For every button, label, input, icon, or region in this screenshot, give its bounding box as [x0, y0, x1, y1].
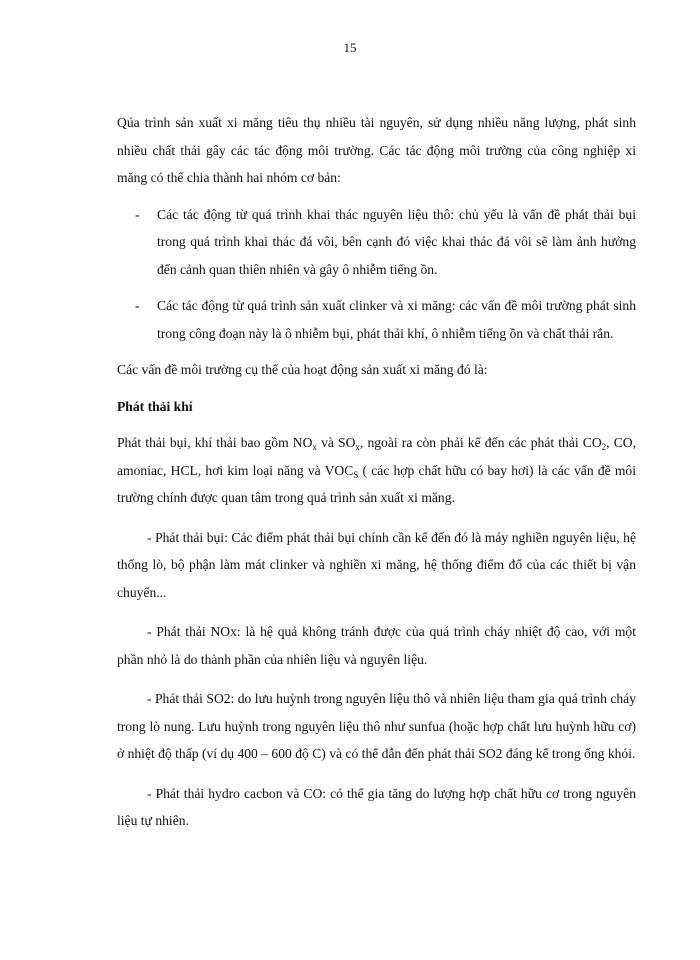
page-number: 15	[343, 40, 357, 55]
hydrocarbon-emission-item: - Phát thải hydro cacbon và CO: có thể gia tăng do lượng hợp chất hữu cơ trong nguyên liệu tự nhiên.	[117, 785, 636, 828]
bullet-text: Các tác động từ quá trình khai thác nguyên liệu thô: chủ yếu là vấn đề phát thải bụi trong quá trình khai thác đá vôi, bên cạnh đó việc khai thác đá vôi sẽ làm ảnh hưởng đến cảnh quan thiên nhiên và gây ô nhiễm tiếng ồn.	[157, 206, 636, 277]
intro-paragraph: Qúa trình sản xuất xi măng tiêu thụ nhiều tài nguyên, sử dụng nhiều năng lượng, phát sinh nhiều chất thải gây các tác động môi trường. Các tác động môi trường của công nghiệp xi măng có thể chia thành hai nhóm cơ bản:	[117, 115, 636, 185]
bullet-dash: -	[135, 206, 140, 222]
issues-intro: Các vấn đề môi trường cụ thể của hoạt động sản xuất xi măng đó là:	[117, 362, 488, 377]
emissions-paragraph: Phát thải bụi, khí thải bao gồm $NO_x$ và $SO_x$, ngoài ra còn phải kể đến các phát thải $CO_2$, CO, amoniac, HCL, hơi kim loại năng và $VOC_S$ ( các hợp chất hữu có bay hơi) là các vấn đề môi trường chính được quan tâm trong quá trình sản xuất xi măng.	[117, 435, 636, 505]
so2-emission-item: - Phát thải SO2: do lưu huỳnh trong nguyên liệu thô và nhiên liệu tham gia quá trình cháy trong lò nung. Lưu huỳnh trong nguyên liệu thô như sunfua (hoặc hợp chất lưu huỳnh hữu cơ) ở nhiệt độ thấp (ví dụ 400 – 600 độ C) và có thể dẫn đến phát thải SO2 đáng kể trong ống khói.	[117, 691, 636, 761]
bullet-text: Các tác động từ quá trình sản xuất clinker và xi măng: các vấn đề môi trường phát sinh trong công đoạn này là ô nhiễm bụi, phát thải khí, ô nhiễm tiếng ồn và chất thải rắn.	[157, 298, 636, 341]
bullet-dash: -	[135, 298, 140, 313]
bullet-item-1	[117, 201, 636, 284]
section-heading: Phát thải khí	[117, 398, 193, 414]
dust-emission-item: - Phát thải bụi: Các điểm phát thải bụi chính cần kể đến đó là máy nghiền nguyên liệu, hệ thống lò, bộ phận làm mát clinker và nghiền xi măng, hệ thống điểm đổ của các thiết bị vận chuyển...	[117, 529, 636, 600]
document-body	[117, 109, 636, 835]
bullet-item-2	[117, 292, 636, 347]
nox-emission-item: - Phát thải NOx: là hệ quả không tránh được của quá trình cháy nhiệt độ cao, với một phần nhỏ là do thành phần của nhiên liệu và nguyên liệu.	[117, 624, 636, 667]
